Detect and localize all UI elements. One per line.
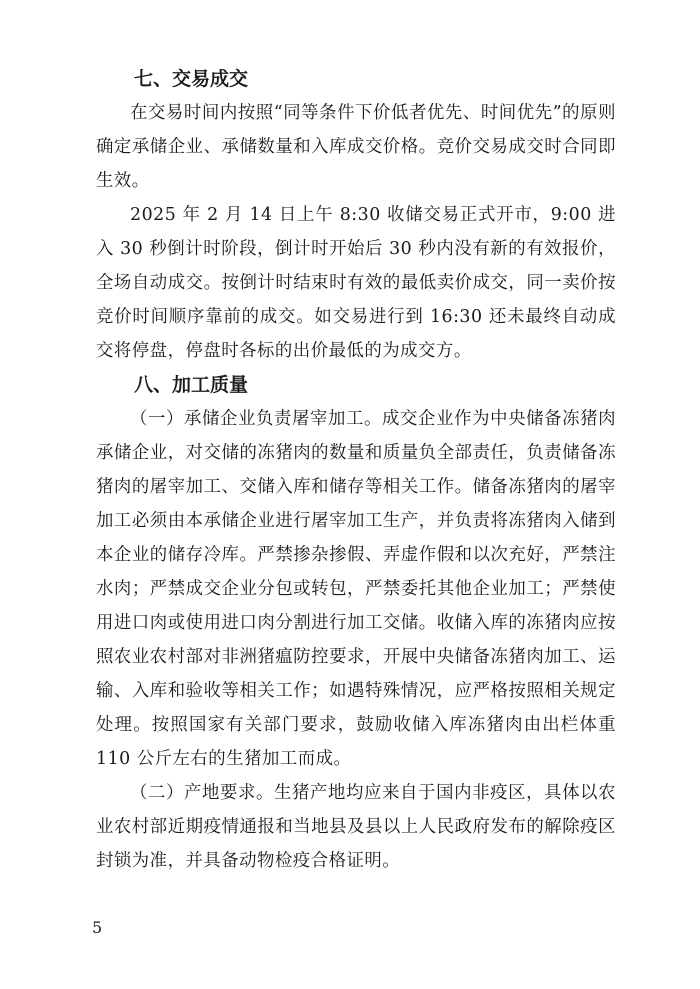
section-heading-trade-completion: 七、交易成交 xyxy=(134,68,249,90)
paragraph-processing-responsibility: （一）承储企业负责屠宰加工。成交企业作为中央储备冻猪肉承储企业，对交储的冻猪肉的数量和质量负全部责任，负责储备冻猪肉的屠宰加工、交储入库和储存等相关工作。储备冻猪肉的屠宰加工必须由本承储企业进行屠宰加工生产，并负责将冻猪肉入储到本企业的储存冷库。严禁掺杂掺假、弄虚作假和以次充好，严禁注水肉；严禁成交企业分包或转包，严禁委托其他企业加工；严禁使用进口肉或使用进口肉分割进行加工交储。收储入库的冻猪肉应按照农业农村部对非洲猪瘟防控要求，开展中央储备冻猪肉加工、运输、入库和验收等相关工作；如遇特殊情况，应严格按照相关规定处理。按照国家有关部门要求，鼓励收储入库冻猪肉由出栏体重 110 公斤左右的生猪加工而成。 xyxy=(96,409,616,769)
paragraph-trade-schedule: 2025 年 2 月 14 日上午 8:30 收储交易正式开市，9:00 进入 30 秒倒计时阶段，倒计时开始后 30 秒内没有新的有效报价，全场自动成交。按倒计时结束时有效的最低卖价成交，同一卖价按竞价时间顺序靠前的成交。如交易进行到 16:30 还未最终自动成交将停盘，停盘时各标的出价最低的为成交方。 xyxy=(96,205,616,361)
paragraph-trade-principle: 在交易时间内按照“同等条件下价低者优先、时间优先”的原则确定承储企业、承储数量和入库成交价格。竞价交易成交时合同即生效。 xyxy=(96,103,616,191)
paragraph-origin-requirement: （二）产地要求。生猪产地均应来自于国内非疫区，具体以农业农村部近期疫情通报和当地县及县以上人民政府发布的解除疫区封锁为准，并具备动物检疫合格证明。 xyxy=(96,783,616,871)
section-heading-processing-quality: 八、加工质量 xyxy=(134,374,249,396)
page-number: 5 xyxy=(92,918,103,937)
document-page xyxy=(96,62,616,878)
